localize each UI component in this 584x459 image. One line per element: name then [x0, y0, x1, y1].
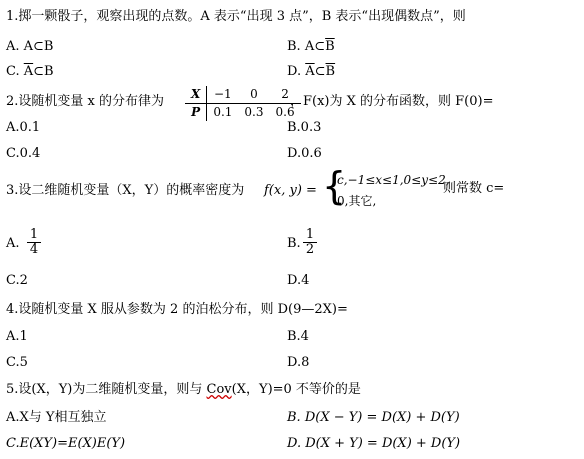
- table-cell: 0: [250, 87, 258, 101]
- q4-option-a: A.1: [6, 329, 28, 344]
- q1-text: 1.掷一颗骰子，观察出现的点数。A 表示“出现 3 点”，B 表示“出现偶数点”，则: [6, 9, 466, 24]
- q4-option-c: C.5: [6, 355, 28, 370]
- q2-option-d: D.0.6: [287, 146, 322, 161]
- q1-option-a: A. A⊂B: [6, 39, 54, 54]
- q2-option-c: C.0.4: [6, 146, 41, 161]
- q3-case-1: c,−1≤x≤1,0≤y≤2,: [337, 173, 450, 187]
- q4-text: 4.设随机变量 X 服从参数为 2 的泊松分布，则 D(9—2X)=: [6, 302, 348, 317]
- q2-distribution-table: [185, 86, 301, 121]
- table-cell: 0.1: [207, 103, 238, 121]
- q5-option-c: C.E(XY)=E(X)E(Y): [6, 436, 126, 451]
- q3-option-b-label: B.: [287, 236, 301, 251]
- q3-option-a-fraction: $\frac{1}{4}$: [27, 228, 41, 257]
- q3-option-a-label: A.: [6, 236, 20, 251]
- q2-option-a: A.0.1: [6, 120, 41, 135]
- q3-density-function: f(x, y) =: [264, 183, 317, 198]
- q1-option-c: C. $\overline{A}\subset B$: [6, 64, 54, 79]
- q5-option-b: B. D(X − Y) = D(X) + D(Y): [287, 410, 460, 425]
- q3-option-c: C.2: [6, 273, 28, 288]
- table-cell: 0.3: [238, 103, 269, 121]
- q2-option-b: B.0.3: [287, 120, 322, 135]
- q3-brace: {: [322, 164, 347, 208]
- q3-text-pre: 3.设二维随机变量（X，Y）的概率密度为: [6, 183, 245, 198]
- table-cell: 2: [281, 87, 289, 101]
- q2-text-pre: 2.设随机变量 x 的分布律为: [6, 94, 164, 109]
- q4-option-b: B.4: [287, 329, 309, 344]
- q3-text-post: 则常数 c=: [443, 181, 505, 196]
- q5-option-a: A.X与 Y相互独立: [6, 410, 107, 425]
- q5-text: 5.设(X，Y)为二维随机变量，则与 Cov(X，Y)=0 不等价的是: [6, 382, 361, 397]
- q4-option-d: D.8: [287, 355, 310, 370]
- q5-option-d: D. D(X + Y) = D(X) + D(Y): [287, 436, 461, 451]
- q3-option-d: D.4: [287, 273, 310, 288]
- q3-option-b-fraction: $\frac{1}{2}$: [303, 228, 317, 257]
- table-cell: −1: [214, 87, 232, 101]
- q1-option-d: D. $\overline{A}\subset\overline{B}$: [287, 64, 336, 79]
- table-cell: 0.6: [270, 103, 301, 121]
- q3-case-2: 0,其它,: [337, 194, 377, 208]
- q1-option-b: B. $A\subset\overline{B}$: [287, 39, 335, 54]
- table-header-p: P: [185, 103, 207, 121]
- table-header-x: X: [185, 86, 207, 103]
- q2-text-post: ，F(x)为 X 的分布函数，则 F(0)=: [290, 94, 494, 109]
